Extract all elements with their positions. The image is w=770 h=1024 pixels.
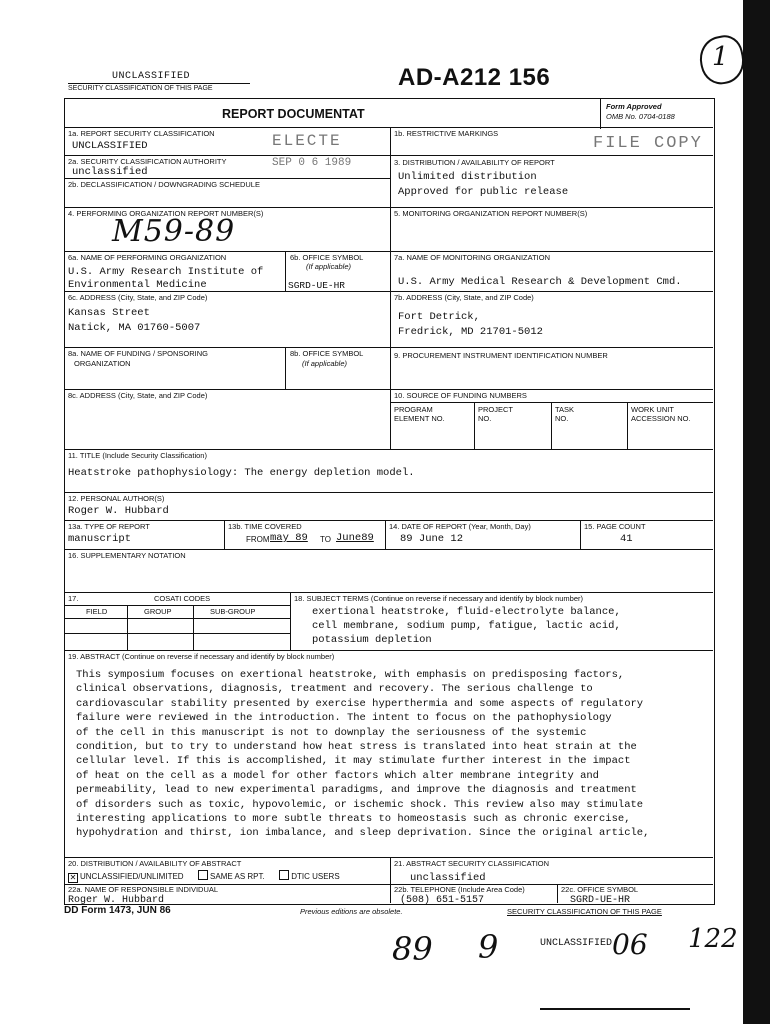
value-22c: SGRD-UE-HR	[570, 895, 631, 906]
value-14: 89 June 12	[400, 533, 464, 545]
cell-divider	[285, 251, 286, 291]
label-13b: 13b. TIME COVERED	[228, 522, 302, 531]
row-rule	[65, 618, 290, 619]
label-8a-org: ORGANIZATION	[74, 359, 131, 368]
work-unit-label-1: WORK UNIT	[631, 405, 674, 414]
label-16: 16. SUPPLEMENTARY NOTATION	[68, 551, 186, 560]
label-15: 15. PAGE COUNT	[584, 522, 646, 531]
form-approved: Form Approved	[606, 102, 662, 111]
previous-editions-note: Previous editions are obsolete.	[300, 907, 403, 916]
label-4: 4. PERFORMING ORGANIZATION REPORT NUMBER(S)	[68, 209, 264, 218]
value-7a: U.S. Army Medical Research & Development Cmd.	[398, 276, 682, 288]
cosati-subgroup-header: SUB-GROUP	[210, 607, 256, 616]
value-6a-line1: U.S. Army Research Institute of	[68, 266, 264, 278]
label-18: 18. SUBJECT TERMS (Continue on reverse if necessary and identify by block number)	[294, 594, 584, 603]
label-3: 3. DISTRIBUTION / AVAILABILITY OF REPORT	[394, 158, 555, 167]
value-1a: UNCLASSIFIED	[72, 140, 148, 152]
value-6b: SGRD-UE-HR	[288, 280, 346, 291]
label-2a: 2a. SECURITY CLASSIFICATION AUTHORITY	[68, 157, 227, 166]
scan-artifact-line	[540, 1008, 690, 1010]
value-6c-line2: Natick, MA 01760-5007	[68, 322, 201, 334]
omb-divider	[600, 99, 601, 129]
label-1b: 1b. RESTRICTIVE MARKINGS	[394, 129, 499, 138]
value-2a: unclassified	[72, 166, 148, 178]
cell-divider	[127, 605, 128, 650]
cosati-field-header: FIELD	[86, 607, 108, 616]
label-6b-sub: (If applicable)	[306, 262, 352, 271]
cell-divider	[224, 520, 225, 549]
value-12-author: Roger W. Hubbard	[68, 505, 169, 517]
value-15: 41	[620, 533, 633, 545]
option-unclassified-unlimited: UNCLASSIFIED/UNLIMITED	[80, 872, 184, 881]
file-copy-stamp: FILE COPY	[593, 134, 703, 153]
form-title: REPORT DOCUMENTAT	[222, 107, 365, 121]
label-22c: 22c. OFFICE SYMBOL	[561, 885, 639, 894]
label-8b: 8b. OFFICE SYMBOL	[290, 349, 364, 358]
value-13b-to: June89	[336, 532, 374, 544]
cell-divider	[285, 347, 286, 389]
label-10: 10. SOURCE OF FUNDING NUMBERS	[394, 391, 527, 400]
project-label-1: PROJECT	[478, 405, 514, 414]
label-13b-from: FROM	[246, 535, 270, 544]
value-3-line1: Unlimited distribution	[398, 171, 537, 183]
value-7b-line2: Fredrick, MD 21701-5012	[398, 326, 543, 338]
label-6a: 6a. NAME OF PERFORMING ORGANIZATION	[68, 253, 227, 262]
abstract-body	[76, 668, 649, 841]
cell-divider	[385, 520, 386, 549]
abstract-line: hypohydration and thirst, ion imbalance, and sleep deprivation. Since the original article,	[76, 827, 650, 840]
label-14: 14. DATE OF REPORT (Year, Month, Day)	[389, 522, 531, 531]
abstract-line: interesting applications to more subtle threats to homeostasis such as chronic exercise,	[76, 813, 631, 826]
label-8b-sub: (If applicable)	[302, 359, 348, 368]
value-13b-from: may 89	[270, 532, 308, 544]
scan-edge-bar	[743, 0, 770, 1024]
label-22a: 22a. NAME OF RESPONSIBLE INDIVIDUAL	[68, 885, 219, 894]
value-3-line2: Approved for public release	[398, 186, 569, 198]
abstract-line: cellular level. If this is accomplished, it may stimulate further interest in the impact	[76, 755, 631, 768]
label-8c: 8c. ADDRESS (City, State, and ZIP Code)	[68, 391, 208, 400]
project-label-2: NO.	[478, 414, 492, 423]
handwritten-9: 9	[478, 928, 499, 966]
abstract-line: condition, but to try to understand how heat stress is translated into heat strain at the	[76, 741, 637, 754]
program-element-label-1: PROGRAM	[394, 405, 433, 414]
label-11: 11. TITLE (Include Security Classification)	[68, 451, 207, 460]
label-7b: 7b. ADDRESS (City, State, and ZIP Code)	[394, 293, 534, 302]
column-divider	[390, 857, 391, 903]
abstract-line: of the cell in this manuscript is not to downplay the seriousness of the systemic	[76, 726, 587, 739]
checkbox-same-as-rpt[interactable]	[198, 870, 208, 880]
security-class-caption-bottom: SECURITY CLASSIFICATION OF THIS PAGE	[507, 907, 662, 916]
value-22b: (508) 651-5157	[400, 895, 485, 906]
label-13a: 13a. TYPE OF REPORT	[68, 522, 150, 531]
cell-divider	[551, 402, 552, 449]
task-label-1: TASK	[555, 405, 575, 414]
cell-divider	[557, 884, 558, 903]
classification-top: UNCLASSIFIED	[112, 71, 191, 82]
option-same-as-rpt: SAME AS RPT.	[210, 872, 265, 881]
task-label-2: NO.	[555, 414, 569, 423]
handwritten-89: 89	[392, 930, 433, 968]
cell-divider	[627, 402, 628, 449]
cosati-group-header: GROUP	[144, 607, 172, 616]
abstract-line: failure were reviewed in the introduction. The intent to focus on the pathophysiology	[76, 712, 612, 725]
work-unit-label-2: ACCESSION NO.	[631, 414, 691, 423]
value-6a-line2: Environmental Medicine	[68, 279, 207, 291]
handwritten-122: 122	[688, 924, 738, 954]
cell-divider	[193, 605, 194, 650]
label-6c: 6c. ADDRESS (City, State, and ZIP Code)	[68, 293, 208, 302]
value-22a: Roger W. Hubbard	[68, 895, 165, 906]
omb-number: OMB No. 0704-0188	[606, 112, 675, 121]
abstract-line: of heat on the cell as a model for other factors which alter membrane integrity and	[76, 769, 599, 782]
value-18-line2: cell membrane, sodium pump, fatigue, lactic acid,	[312, 620, 621, 632]
label-6b: 6b. OFFICE SYMBOL	[290, 253, 364, 262]
value-4-handwritten: M59-89	[112, 214, 236, 249]
value-18-line1: exertional heatstroke, fluid-electrolyte balance,	[312, 606, 621, 618]
security-class-caption-top: SECURITY CLASSIFICATION OF THIS PAGE	[68, 85, 213, 92]
label-1a: 1a. REPORT SECURITY CLASSIFICATION	[68, 129, 215, 138]
value-21: unclassified	[410, 872, 486, 884]
abstract-line: permeability, lead to new experimental paradigms, and improve the diagnosis and treatment	[76, 784, 637, 797]
checkbox-dtic-users[interactable]	[279, 870, 289, 880]
column-divider	[390, 127, 391, 389]
stamp-electe: ELECTE	[272, 132, 342, 150]
program-element-label-2: ELEMENT NO.	[394, 414, 445, 423]
value-13a: manuscript	[68, 533, 132, 545]
cell-divider	[474, 402, 475, 449]
abstract-line: cardiovascular stability presented by exercise hyperthermia and some aspects of regulatory	[76, 697, 644, 710]
label-17: 17.	[68, 594, 79, 603]
classification-bottom: UNCLASSIFIED	[540, 938, 613, 949]
distribution-options	[68, 870, 340, 883]
handwritten-06: 06	[612, 928, 648, 961]
label-8a: 8a. NAME OF FUNDING / SPONSORING	[68, 349, 209, 358]
abstract-line: clinical observations, diagnosis, treatment and recovery. The serious challenge to	[76, 683, 593, 696]
value-11-title: Heatstroke pathophysiology: The energy depletion model.	[68, 467, 415, 479]
value-6c-line1: Kansas Street	[68, 307, 150, 319]
row-rule	[65, 633, 290, 634]
label-7a: 7a. NAME OF MONITORING ORGANIZATION	[394, 253, 550, 262]
abstract-line: of disorders such as toxic, hypovolemic, or ischemic shock. This review also may stimulate	[76, 798, 644, 811]
label-9: 9. PROCUREMENT INSTRUMENT IDENTIFICATION NUMBER	[394, 351, 608, 360]
cell-divider	[580, 520, 581, 549]
cell-divider	[290, 592, 291, 650]
document-number: AD-A212 156	[398, 64, 551, 91]
value-7b-line1: Fort Detrick,	[398, 311, 480, 323]
label-22b: 22b. TELEPHONE (Include Area Code)	[394, 885, 525, 894]
option-dtic-users: DTIC USERS	[291, 872, 340, 881]
abstract-line: This symposium focuses on exertional heatstroke, with emphasis on predisposing factors,	[76, 669, 625, 681]
label-20: 20. DISTRIBUTION / AVAILABILITY OF ABSTRACT	[68, 859, 242, 868]
checkbox-unclassified-unlimited[interactable]: ✕	[69, 873, 77, 882]
label-5: 5. MONITORING ORGANIZATION REPORT NUMBER(S)	[394, 209, 588, 218]
label-17-cosati: COSATI CODES	[154, 594, 211, 603]
label-21: 21. ABSTRACT SECURITY CLASSIFICATION	[394, 859, 550, 868]
label-2b: 2b. DECLASSIFICATION / DOWNGRADING SCHEDULE	[68, 180, 260, 189]
label-13b-to: TO	[320, 535, 331, 544]
corner-mark: 1	[712, 42, 729, 72]
form-identifier: DD Form 1473, JUN 86	[64, 905, 171, 916]
label-12: 12. PERSONAL AUTHOR(S)	[68, 494, 165, 503]
stamp-date: SEP 0 6 1989	[272, 157, 352, 169]
column-divider	[390, 389, 391, 449]
value-18-line3: potassium depletion	[312, 634, 432, 646]
label-19: 19. ABSTRACT (Continue on reverse if necessary and identify by block number)	[68, 652, 335, 661]
